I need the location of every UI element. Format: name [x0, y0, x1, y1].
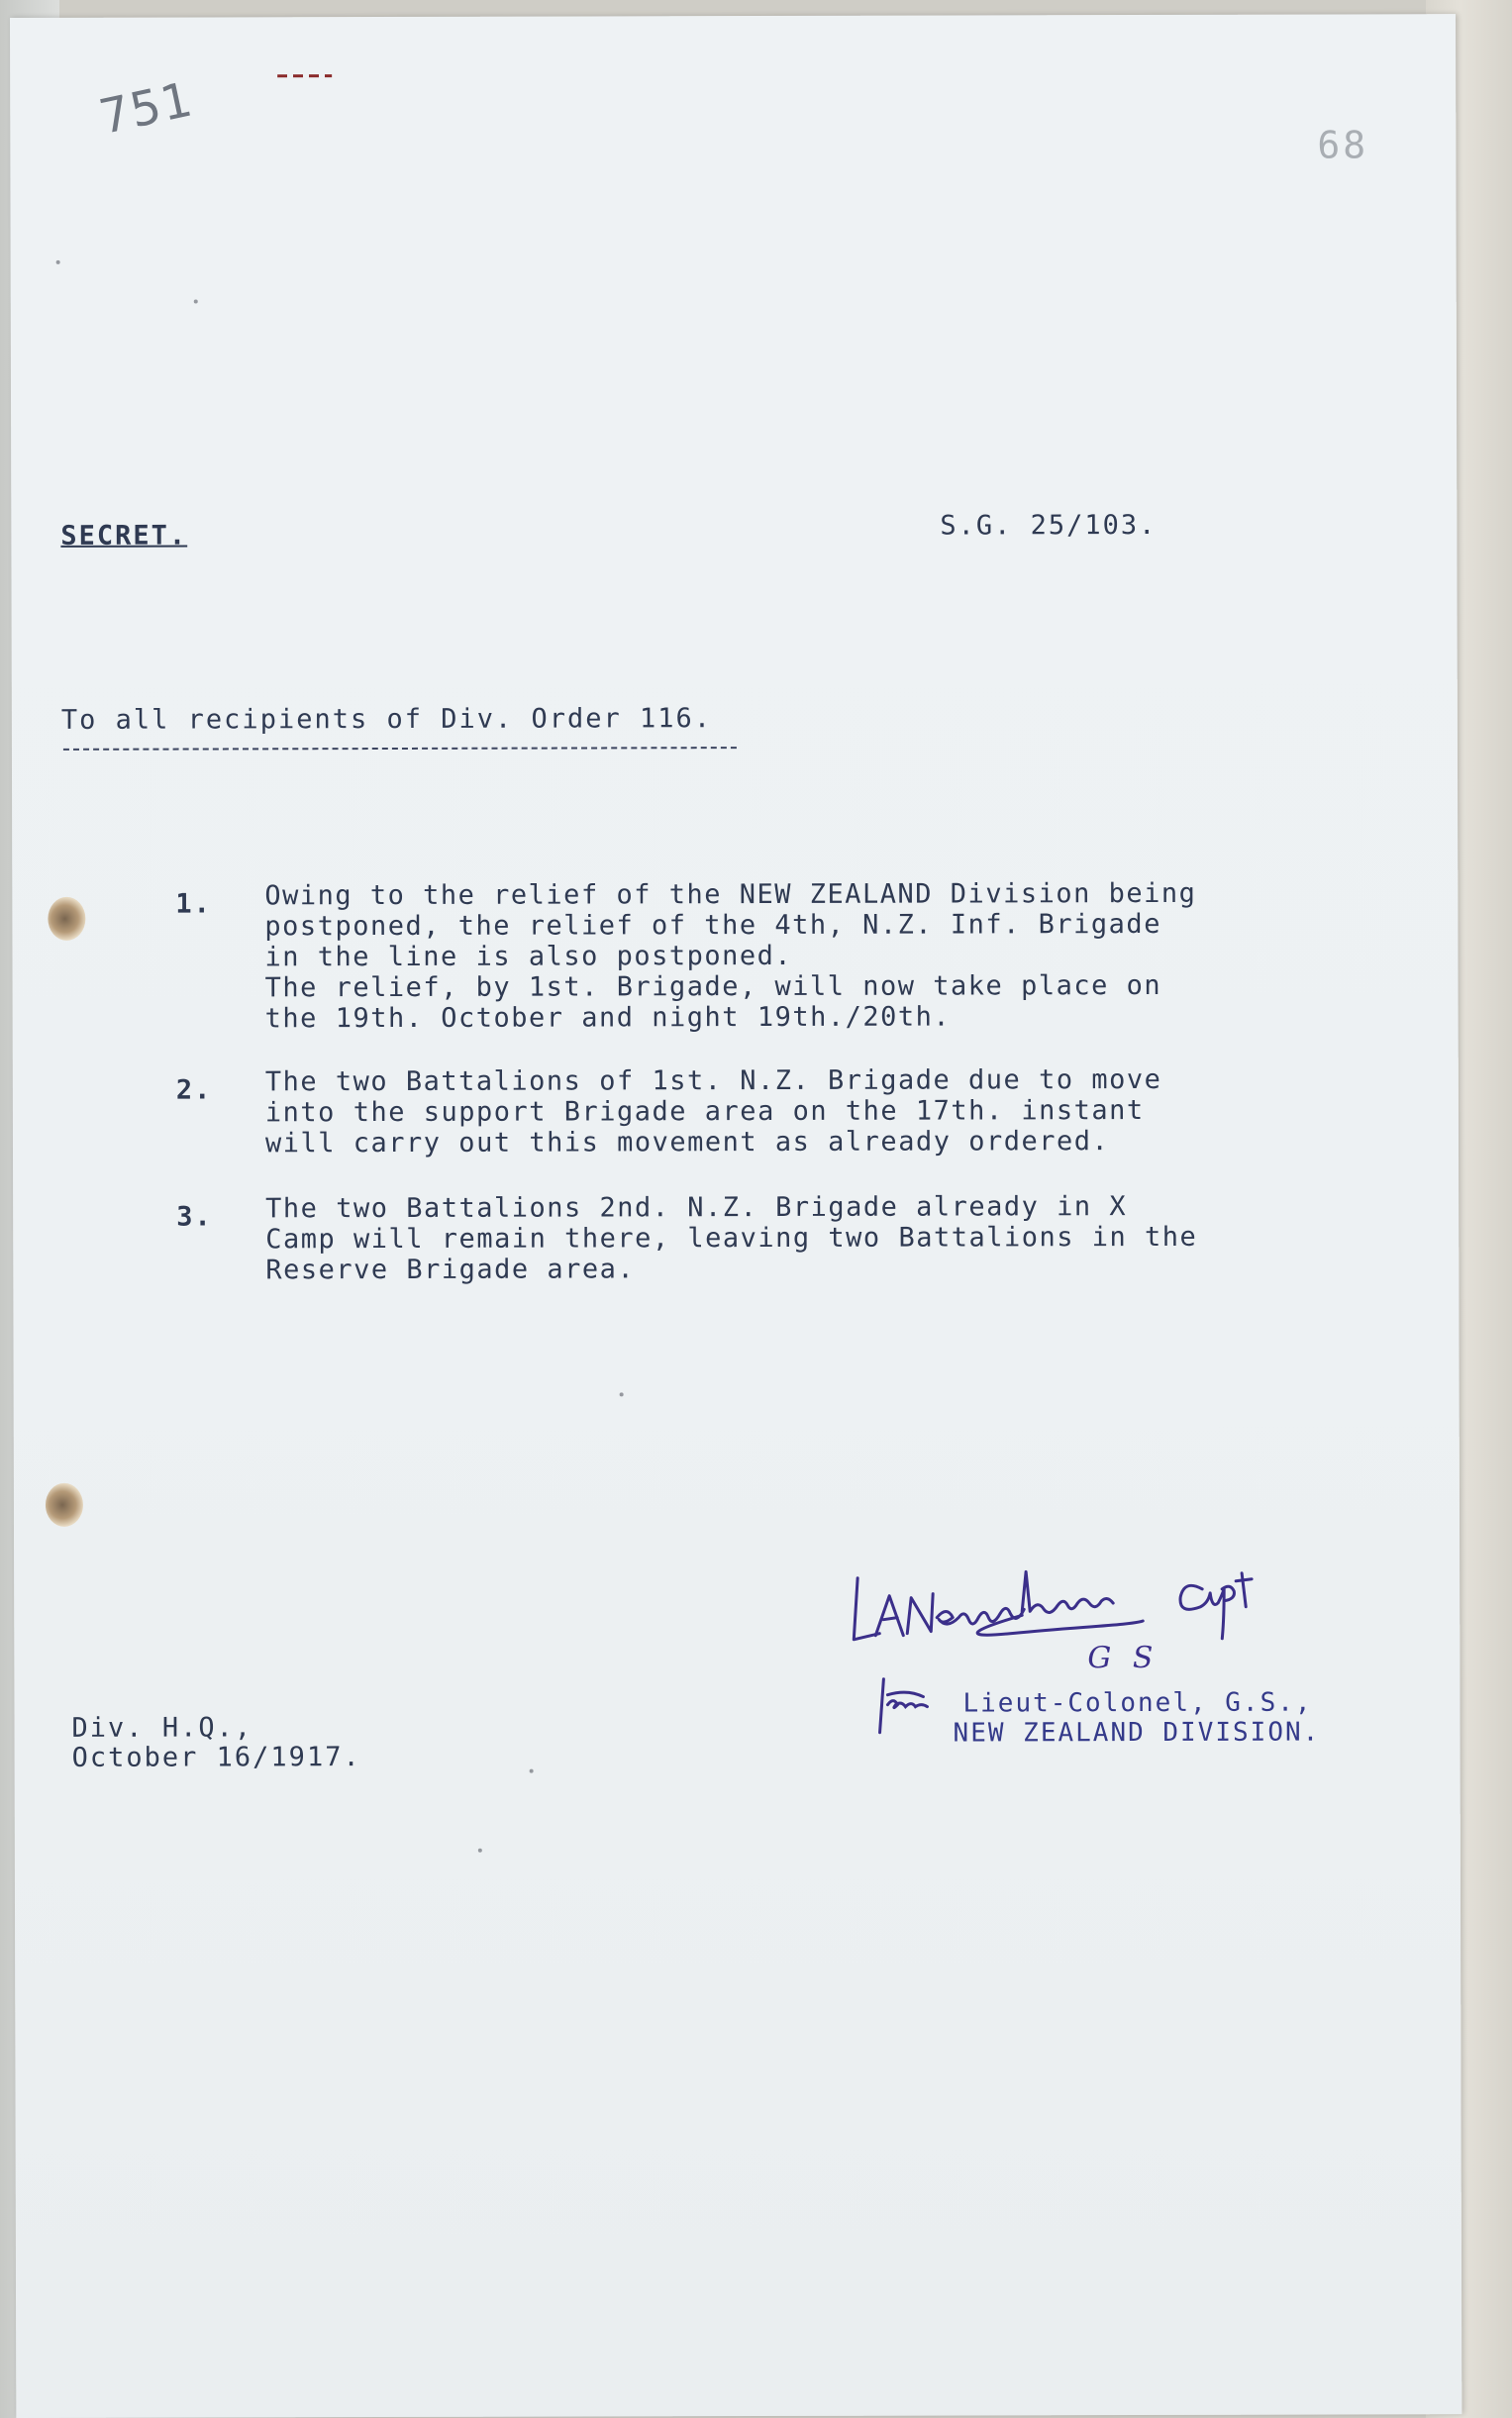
signatory-title: Lieut-Colonel, G.S., [962, 1687, 1313, 1719]
paper-speck [530, 1769, 534, 1773]
paragraph-number: 3. [176, 1201, 213, 1233]
signature-suffix: G S [1087, 1640, 1159, 1676]
punch-hole [48, 897, 85, 941]
handwritten-signature [846, 1560, 1321, 1679]
paper-speck [56, 260, 60, 264]
dashed-underline [63, 747, 737, 751]
origin-line-2: October 16/1917. [71, 1742, 361, 1773]
origin-line-1: Div. H.Q., [71, 1712, 253, 1744]
paragraph-number: 2. [175, 1074, 213, 1106]
signatory-unit: NEW ZEALAND DIVISION. [953, 1717, 1321, 1749]
addressee-line: To all recipients of Div. Order 116. [60, 703, 713, 736]
archive-number: 751 [94, 71, 198, 146]
document-sheet [10, 14, 1462, 2418]
punch-hole [46, 1483, 83, 1527]
paper-speck [194, 300, 198, 304]
paragraph-text: The two Battalions of 1st. N.Z. Brigade due to move into the support Brigade area on the 17th. instant will carry out this movement as already ordered. [264, 1063, 1162, 1159]
for-mark-icon [873, 1671, 943, 1741]
reference-number: S.G. 25/103. [940, 509, 1158, 542]
paragraph-text: Owing to the relief of the NEW ZEALAND Division being postponed, the relief of the 4th, N.Z. Inf. Brigade in the line is also postponed. The relief, by 1st. Brigade, will now take place on the 19th. October and night 19th./20th. [264, 877, 1197, 1035]
classification-heading: SECRET. [60, 520, 188, 552]
folio-number: 68 [1317, 123, 1369, 167]
paper-speck [478, 1849, 482, 1853]
red-pencil-mark [277, 74, 332, 77]
paper-speck [620, 1392, 624, 1396]
signature-block [846, 1560, 1321, 1749]
paragraph-number: 1. [175, 888, 212, 920]
paragraph-text: The two Battalions 2nd. N.Z. Brigade already in X Camp will remain there, leaving two Battalions in the Reserve Brigade area. [265, 1191, 1198, 1286]
